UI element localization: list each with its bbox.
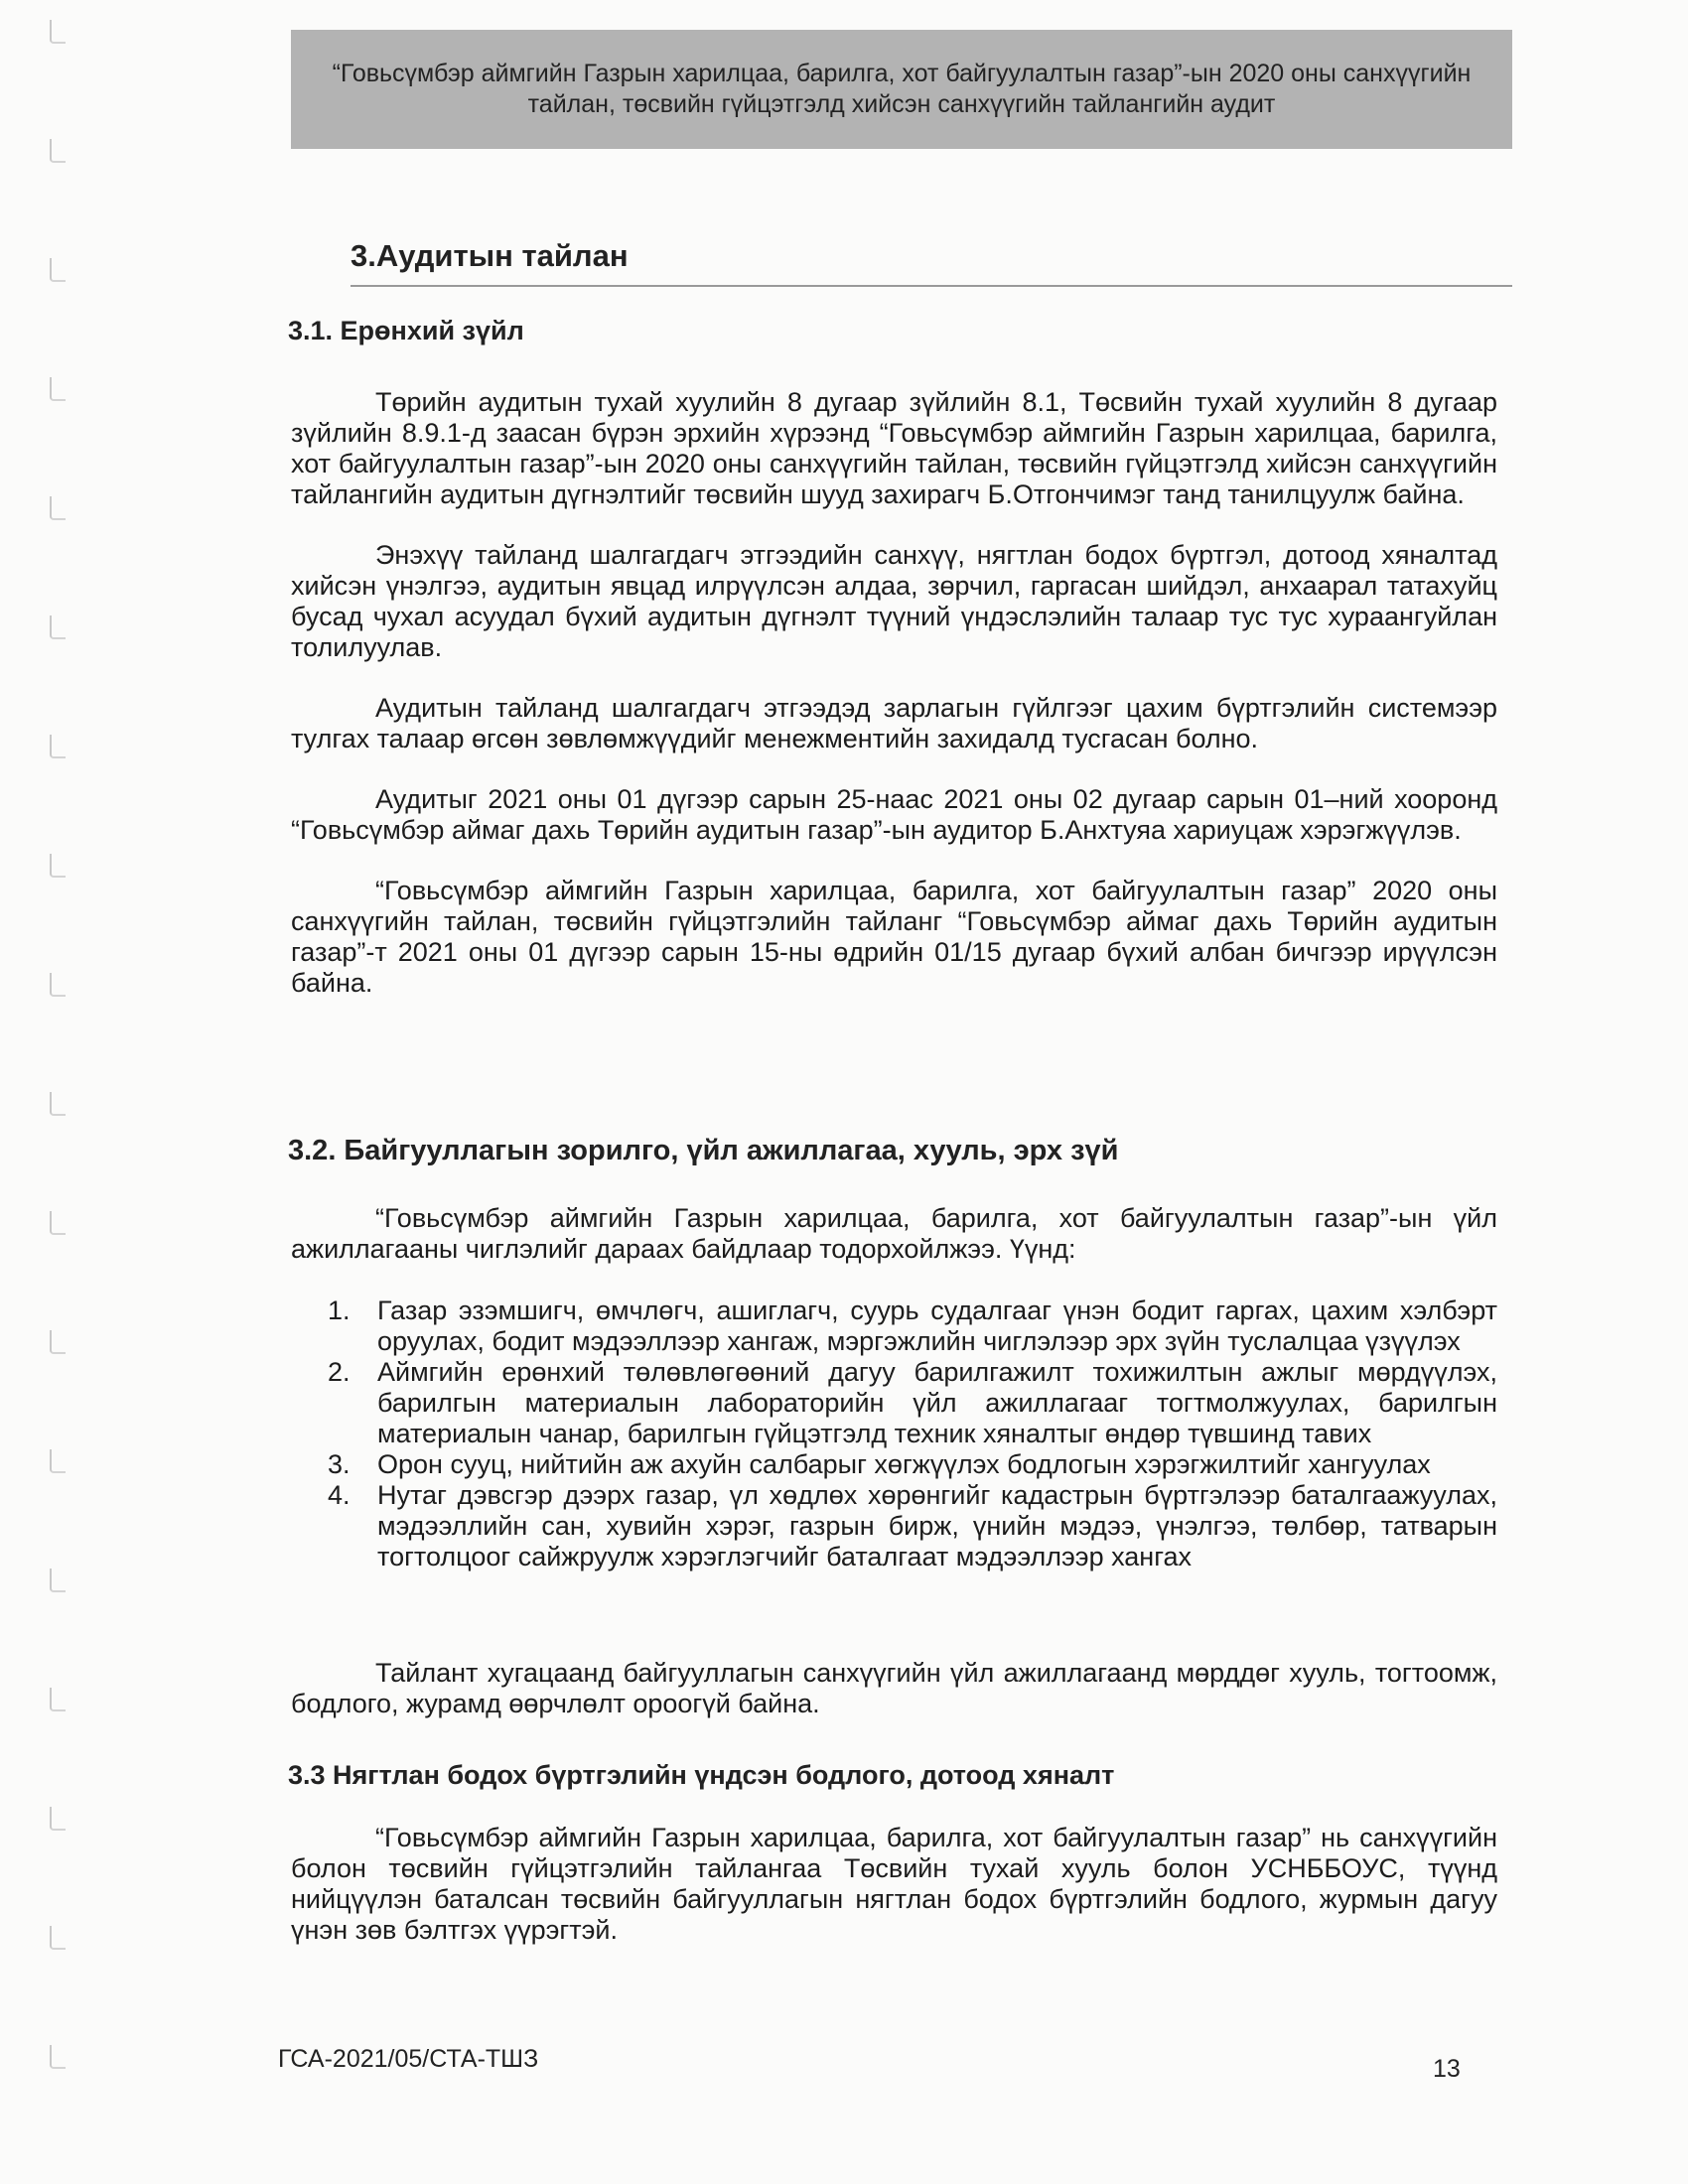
binding-hole	[50, 377, 66, 401]
subsection-title-3-1: 3.1. Ерөнхий зүйл	[288, 316, 524, 345]
binding-hole	[50, 1688, 66, 1711]
header-line-1: “Говьсүмбэр аймгийн Газрын харилцаа, барилга, хот байгуулалтын газар”-ын 2020 оны санхүүгийн	[332, 60, 1472, 87]
binding-hole	[50, 2045, 66, 2069]
page-number: 13	[1433, 2055, 1461, 2083]
subsection-title-3-3: 3.3 Нягтлан бодох бүртгэлийн үндсэн бодлого, дотоод хяналт	[288, 1760, 1115, 1790]
document-header	[291, 30, 1512, 149]
paragraph: “Говьсүмбэр аймгийн Газрын харилцаа, барилга, хот байгуулалтын газар” нь санхүүгийн болон төсвийн гүйцэтгэлийн тайлангаа Төсвийн тухай хууль болон УСНББОУС, түүнд нийцүүлэн баталсан төсвийн байгууллагын нягтлан бодох бүртгэлийн бодлого, журмын дагуу үнэн зөв бэлтгэх үүрэгтэй.	[291, 1823, 1497, 1945]
subsection-title-3-2: 3.2. Байгууллагын зорилго, үйл ажиллагаа, хууль, эрх зүй	[288, 1135, 1119, 1166]
subsection-3-3-body	[291, 1823, 1497, 1976]
list-item: 1. Газар эзэмшигч, өмчлөгч, ашиглагч, суурь судалгааг үнэн бодит гаргах, цахим хэлбэрт оруулах, бодит мэдээллээр хангаж, мэргэжлийн чиглэлээр эрх зүйн туслалцаа үзүүлэх	[328, 1296, 1497, 1356]
subsection-3-2-intro	[291, 1203, 1497, 1295]
binding-hole	[50, 735, 66, 758]
binding-hole	[50, 854, 66, 878]
binding-hole	[50, 1330, 66, 1354]
binding-hole	[50, 1211, 66, 1235]
binding-hole	[50, 1807, 66, 1831]
paragraph: “Говьсүмбэр аймгийн Газрын харилцаа, барилга, хот байгуулалтын газар”-ын үйл ажиллагааны чиглэлийг дараах байдлаар тодорхойлжээ. Үүнд:	[291, 1203, 1497, 1264]
list-item: 4. Нутаг дэвсгэр дээрх газар, үл хөдлөх хөрөнгийг кадастрын бүртгэлээр баталгаажуулах, мэдээллийн сан, хувийн хэрэг, газрын бирж, үнийн мэдээ, үнэлгээ, төлбөр, татварын тогтолцоог сайжруулж хэрэглэгчийг баталгаат мэдээллээр хангах	[328, 1480, 1497, 1571]
paragraph: Аудитын тайланд шалгагдагч этгээдэд зарлагын гүйлгээг цахим бүртгэлийн системээр тулгах талаар өгсөн зөвлөмжүүдийг менежментийн захидалд тусгасан болно.	[291, 693, 1497, 753]
list-item: 2. Аймгийн ерөнхий төлөвлөгөөний дагуу барилгажилт тохижилтын ажлыг мөрдүүлэх, барилгын материалын лабораторийн үйл ажиллагааг тогтмолжуулах, барилгын материалын чанар, барилгын гүйцэтгэлд техник хяналтыг өндөр түвшинд тавих	[328, 1357, 1497, 1448]
binding-hole	[50, 1926, 66, 1950]
binding-hole	[50, 139, 66, 163]
binding-hole	[50, 20, 66, 44]
binding-hole	[50, 258, 66, 282]
binding-hole	[50, 1092, 66, 1116]
activity-list	[328, 1296, 1497, 1572]
paragraph: Төрийн аудитын тухай хуулийн 8 дугаар зүйлийн 8.1, Төсвийн тухай хуулийн 8 дугаар зүйлийн 8.9.1-д заасан бүрэн эрхийн хүрээнд “Говьсүмбэр аймгийн Газрын харилцаа, барилга, хот байгуулалтын газар”-ын 2020 оны санхүүгийн тайлан, төсвийн гүйцэтгэлд хийсэн санхүүгийн тайлангийн аудитын дүгнэлтийг төсвийн шууд захирагч Б.Отгончимэг танд танилцуулж байна.	[291, 387, 1497, 509]
binding-hole	[50, 496, 66, 520]
paragraph: Энэхүү тайланд шалгагдагч этгээдийн санхүү, нягтлан бодох бүртгэл, дотоод хяналтад хийсэн үнэлгээ, аудитын явцад илрүүлсэн алдаа, зөрчил, гаргасан шийдэл, анхаарал татахуйц бусад чухал асуудал бүхий аудитын дүгнэлт түүний үндэслэлийн талаар тус тус хураангуйлан толилуулав.	[291, 540, 1497, 662]
binding-hole	[50, 1449, 66, 1473]
binding-hole	[50, 615, 66, 639]
section-title: 3.Аудитын тайлан	[351, 238, 629, 273]
paragraph: “Говьсүмбэр аймгийн Газрын харилцаа, барилга, хот байгуулалтын газар” 2020 оны санхүүгийн тайлан, төсвийн гүйцэтгэлийн тайланг “Говьсүмбэр аймаг дахь Төрийн аудитын газар”-т 2021 оны 01 дүгээр сарын 15-ны өдрийн 01/15 дугаар бүхий албан бичгээр ирүүлсэн байна.	[291, 876, 1497, 998]
binding-margin	[0, 0, 89, 2184]
document-code: ГСА-2021/05/СТА-ТШЗ	[278, 2045, 539, 2073]
subsection-3-1-body	[291, 387, 1497, 1028]
list-item: 3. Орон сууц, нийтийн аж ахуйн салбарыг хөгжүүлэх бодлогын хэрэгжилтийг хангуулах	[328, 1449, 1431, 1479]
binding-hole	[50, 1569, 66, 1592]
header-line-2: тайлан, төсвийн гүйцэтгэлд хийсэн санхүүгийн тайлангийн аудит	[527, 90, 1276, 118]
binding-hole	[50, 973, 66, 997]
paragraph: Тайлант хугацаанд байгууллагын санхүүгийн үйл ажиллагаанд мөрддөг хууль, тогтоомж, бодлого, журамд өөрчлөлт ороогүй байна.	[291, 1658, 1497, 1718]
section-divider	[351, 285, 1512, 287]
subsection-3-2-outro	[291, 1658, 1497, 1749]
paragraph: Аудитыг 2021 оны 01 дүгээр сарын 25-наас 2021 оны 02 дугаар сарын 01–ний хооронд “Говьсүмбэр аймаг дахь Төрийн аудитын газар”-ын аудитор Б.Анхтуяа хариуцаж хэрэгжүүлэв.	[291, 784, 1497, 845]
